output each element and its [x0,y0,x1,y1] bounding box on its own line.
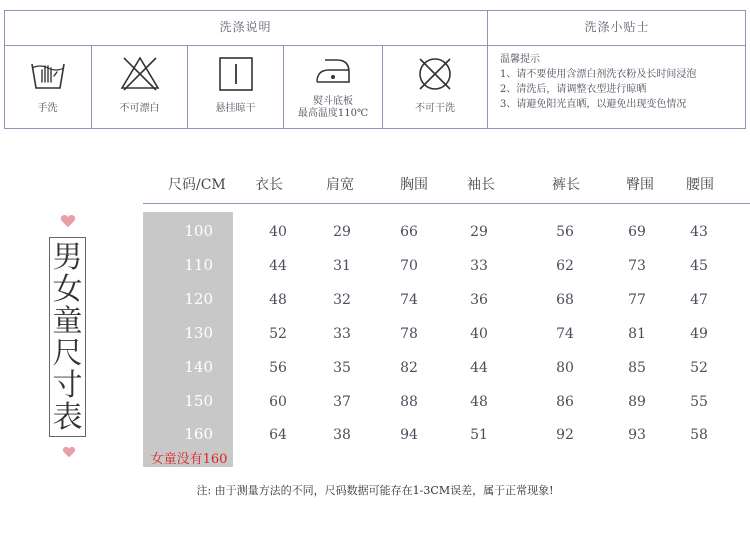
heart-icon [62,446,76,458]
table-cell: 89 [628,394,646,410]
tips-header: 洗涤小贴士 [584,20,650,34]
table-cell: 74 [400,292,418,308]
table-cell: 58 [690,427,708,443]
table-cell: 40 [470,326,488,342]
table-cell: 88 [400,394,418,410]
col-header: 裤长 [552,177,580,193]
col-header: 肩宽 [326,177,354,193]
size-label: 110 [184,256,213,274]
care-item-hand-wash [4,46,92,128]
side-title-char: 男 [52,240,83,275]
care-item-iron [284,46,383,128]
table-cell: 94 [400,427,418,443]
table-cell: 32 [333,292,351,308]
table-cell: 82 [400,360,418,376]
table-cell: 80 [556,360,574,376]
table-cell: 49 [690,326,708,342]
table-cell: 92 [556,427,574,443]
care-label: 不可漂白 [119,103,160,114]
table-cell: 78 [400,326,418,342]
col-header-size: 尺码/CM [168,177,226,193]
table-cell: 45 [690,258,708,274]
size-label: 160 [184,425,213,443]
table-cell: 36 [470,292,488,308]
care-header: 洗涤说明 [219,20,272,34]
care-item-hang-dry [188,46,284,128]
side-title-char: 尺 [52,336,83,371]
tip-line: 1、请不要使用含漂白剂洗衣粉及长时间浸泡 [500,69,697,80]
care-label-2: 最高温度110℃ [297,108,369,119]
table-cell: 55 [690,394,708,410]
table-cell: 77 [628,292,646,308]
care-item-no-dry-clean [383,46,487,128]
table-cell: 85 [628,360,646,376]
table-cell: 31 [333,258,351,274]
table-cell: 33 [470,258,488,274]
table-cell: 64 [269,427,287,443]
table-cell: 33 [333,326,351,342]
col-header: 腰围 [686,177,714,193]
table-cell: 29 [333,224,351,240]
care-label: 悬挂晾干 [215,103,256,114]
col-header: 袖长 [467,177,495,193]
heart-icon [60,214,76,228]
size-label: 130 [184,324,213,342]
care-label: 熨斗底板 [313,96,353,107]
side-title-char: 表 [52,400,83,435]
table-cell: 86 [556,394,574,410]
size-label: 150 [184,392,213,410]
no-bleach-icon [120,54,160,94]
table-cell: 66 [400,224,418,240]
size-label: 120 [184,290,213,308]
table-cell: 44 [470,360,488,376]
hang-dry-icon [216,54,256,94]
table-cell: 68 [556,292,574,308]
no-dry-clean-icon [415,54,455,94]
table-cell: 93 [628,427,646,443]
care-item-no-bleach [92,46,188,128]
table-cell: 44 [269,258,287,274]
tips-panel [500,52,740,112]
table-cell: 69 [628,224,646,240]
table-cell: 70 [400,258,418,274]
table-cell: 62 [556,258,574,274]
table-cell: 48 [269,292,287,308]
table-cell: 43 [690,224,708,240]
table-cell: 29 [470,224,488,240]
table-cell: 52 [690,360,708,376]
table-cell: 35 [333,360,351,376]
side-title [49,237,86,437]
care-label: 手洗 [37,103,58,114]
table-header-line [143,203,750,204]
table-cell: 56 [269,360,287,376]
table-cell: 38 [333,427,351,443]
tip-line: 2、清洗后，请调整衣型进行晾晒 [500,84,647,95]
table-cell: 74 [556,326,574,342]
col-header: 臀围 [626,177,654,193]
col-header: 胸围 [400,177,428,193]
size-label: 140 [184,358,213,376]
care-label: 不可干洗 [415,103,455,114]
iron-icon [313,50,353,90]
table-cell: 47 [690,292,708,308]
tips-title: 温馨提示 [500,54,540,65]
girl-note: 女童没有160 [150,452,228,467]
table-cell: 73 [628,258,646,274]
table-cell: 51 [470,427,488,443]
side-title-char: 寸 [52,368,83,403]
hand-wash-icon [28,54,68,94]
table-cell: 60 [269,394,287,410]
col-header: 衣长 [255,177,283,193]
tip-line: 3、请避免阳光直晒，以避免出现变色情况 [500,99,687,110]
table-cell: 81 [628,326,646,342]
table-cell: 52 [269,326,287,342]
side-title-char: 女 [52,272,83,307]
side-title-char: 童 [52,304,83,339]
table-cell: 40 [269,224,287,240]
footnote: 注: 由于测量方法的不同，尺码数据可能存在1-3CM误差，属于正常现象! [196,484,554,497]
table-cell: 48 [470,394,488,410]
table-cell: 37 [333,394,351,410]
table-cell: 56 [556,224,574,240]
size-label: 100 [184,222,213,240]
